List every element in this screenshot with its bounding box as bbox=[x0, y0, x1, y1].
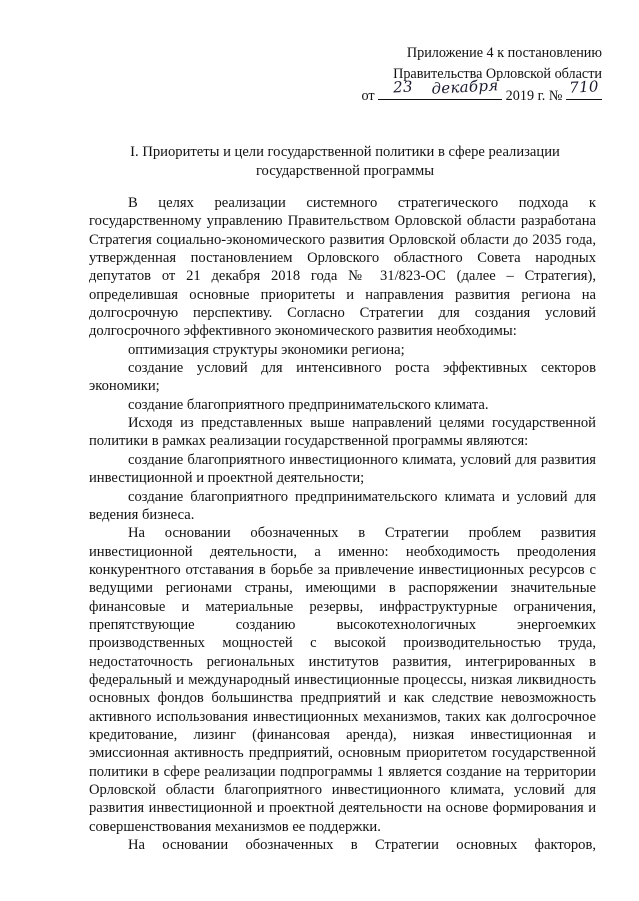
handwritten-number: 710 bbox=[568, 77, 600, 97]
handwritten-month: декабря bbox=[431, 76, 500, 98]
resolution-number-blank bbox=[566, 77, 602, 100]
paragraph: создание благоприятного инвестиционного климата, условий для развития инвестиционной и проектной деятельности; bbox=[89, 451, 596, 487]
section-title bbox=[110, 143, 580, 181]
paragraph: В целях реализации системного стратегического подхода к государственному управлению Правительством Орловской области разработана Стратегия социально-экономического развития Орловской области до 2035 года, утвержденная постановлением Орловского областного Совета народных депутатов от 21 декабря 2018 года № 31/823-ОС (далее – Стратегия), определившая основные приоритеты и направления развития региона на долгосрочную перспективу. Согласно Стратегии для создания условий долгосрочного эффективного экономического развития необходимы: bbox=[89, 195, 596, 340]
resolution-date-line bbox=[342, 76, 602, 107]
paragraph: Исходя из представленных выше направлений целями государственной политики в рамках реализации государственной программы являются: bbox=[89, 415, 596, 450]
appendix-line-1: Приложение 4 к постановлению bbox=[406, 45, 602, 61]
paragraph: оптимизация структуры экономики региона; bbox=[128, 341, 405, 358]
document-body bbox=[89, 194, 596, 854]
date-prefix: от bbox=[361, 88, 375, 104]
section-title-line-1: I. Приоритеты и цели государственной политики в сфере реализации bbox=[130, 144, 560, 160]
paragraph: На основании обозначенных в Стратегии основных факторов, bbox=[128, 837, 596, 854]
date-year-label: 2019 г. № bbox=[505, 88, 563, 104]
handwritten-day: 23 bbox=[392, 77, 414, 97]
paragraph: На основании обозначенных в Стратегии проблем развития инвестиционной деятельности, а именно: необходимость преодоления конкурентного отставания в борьбе за привлечение инвестиционных ресурсов с ведущими регионами страны, имеющими в распоряжении значительные финансовые и материальные резервы, инфраструктурные ограничения, препятствующие созданию высокотехнологичных энергоемких производственных мощностей с высокой производительностью труда, недостаточность региональных институтов развития, интегрированных в федеральный и международный инвестиционные процессы, низкая ликвидность основных фондов большинства предприятий и как следствие невозможность активного использования инвестиционных механизмов, таких как долгосрочное кредитование, лизинг (финансовая аренда), низкая инвестиционная и эмиссионная активность предприятий, основным приоритетом государственной политики в сфере реализации подпрограммы 1 является создание на территории Орловской области благоприятного инвестиционного климата, условий для развития инвестиционной и проектной деятельности на основе формирования и совершенствования механизмов ее поддержки. bbox=[89, 525, 596, 835]
appendix-header bbox=[342, 43, 602, 107]
section-title-line-2: государственной программы bbox=[255, 163, 435, 179]
paragraph: создание благоприятного предпринимательского климата и условий для ведения бизнеса. bbox=[89, 488, 596, 523]
date-day-blank bbox=[378, 77, 428, 100]
paragraph: создание условий для интенсивного роста эффективных секторов экономики; bbox=[89, 360, 596, 395]
date-month-blank bbox=[428, 76, 502, 100]
paragraph: создание благоприятного предпринимательского климата. bbox=[128, 396, 489, 413]
appendix-line-2: Правительства Орловской области bbox=[393, 66, 602, 82]
